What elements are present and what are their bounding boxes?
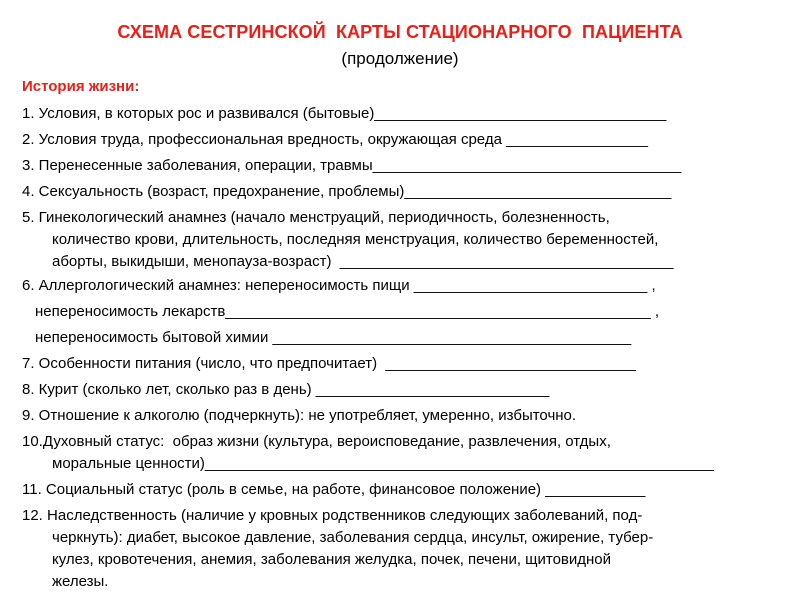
item-3-past-illnesses: 3. Перенесенные заболевания, операции, травмы_____________________________________ <box>22 157 682 174</box>
item-9-alcohol: 9. Отношение к алкоголю (подчеркнуть): не употребляет, умеренно, избыточно. <box>22 407 577 424</box>
item-6-drug-intolerance: непереносимость лекарств___________________________________________________ , <box>35 303 660 320</box>
item-5-continuation: количество крови, длительность, последняя менструация, количество беременностей, <box>52 231 659 248</box>
item-12-continuation: кулез, кровотечения, анемия, заболевания желудка, почек, печени, щитовидной <box>52 551 612 568</box>
section-heading-life-history: История жизни: <box>22 78 140 95</box>
item-1-living-conditions: 1. Условия, в которых рос и развивался (бытовые)___________________________________ <box>22 105 667 122</box>
page-title: СХЕМА СЕСТРИНСКОЙ КАРТЫ СТАЦИОНАРНОГО ПАЦИЕНТА <box>117 22 683 42</box>
item-2-work-conditions: 2. Условия труда, профессиональная вредность, окружающая среда _________________ <box>22 131 648 148</box>
item-6-allergy-history: 6. Аллергологический анамнез: непереносимость пищи ____________________________ , <box>22 277 656 294</box>
item-10-continuation: моральные ценности)_____________________________________________________________ <box>52 455 714 472</box>
page-subtitle: (продолжение) <box>341 49 459 68</box>
item-12-continuation: железы. <box>52 573 109 590</box>
item-5-gynecological-history: 5. Гинекологический анамнез (начало менструаций, периодичность, болезненность, <box>22 209 610 226</box>
item-6-chemical-intolerance: непереносимость бытовой химии ___________________________________________ <box>35 329 632 346</box>
item-4-sexuality: 4. Сексуальность (возраст, предохранение, проблемы)________________________________ <box>22 183 672 200</box>
item-12-heredity: 12. Наследственность (наличие у кровных родственников следующих заболеваний, под- <box>22 507 643 524</box>
item-12-continuation: черкнуть): диабет, высокое давление, заболевания сердца, инсульт, ожирение, тубер- <box>52 529 654 546</box>
item-5-continuation: аборты, выкидыши, менопауза-возраст) ________________________________________ <box>52 253 674 270</box>
item-10-spiritual-status: 10.Духовный статус: образ жизни (культура, вероисповедание, развлечения, отдых, <box>22 433 611 450</box>
item-7-nutrition: 7. Особенности питания (число, что предпочитает) ______________________________ <box>22 355 636 372</box>
item-8-smoking: 8. Курит (сколько лет, сколько раз в день) ____________________________ <box>22 381 550 398</box>
item-11-social-status: 11. Социальный статус (роль в семье, на работе, финансовое положение) ____________ <box>22 481 646 498</box>
